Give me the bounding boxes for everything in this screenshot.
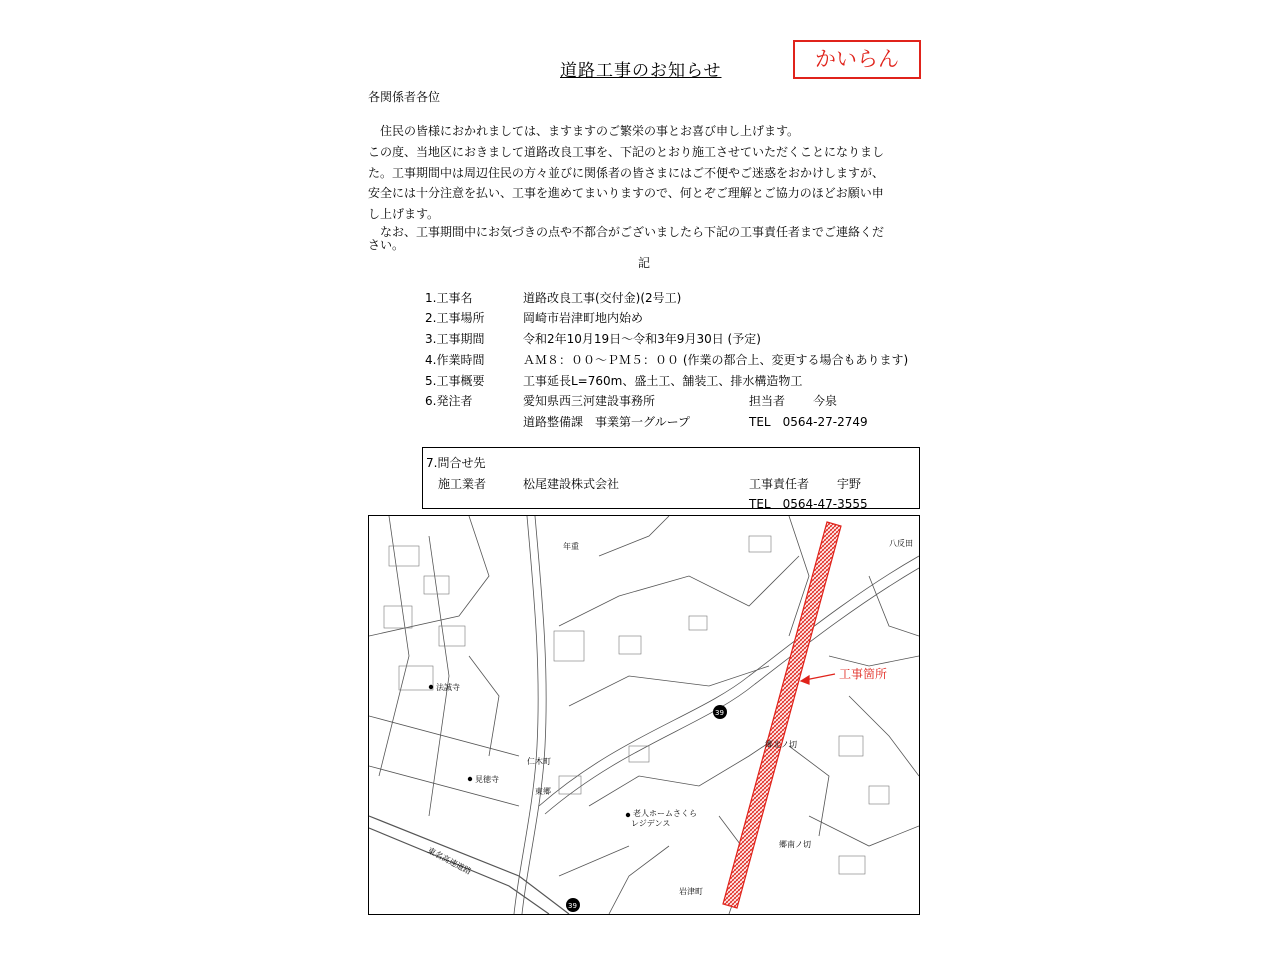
detail-value: 令和2年10月19日～令和3年9月30日 (予定)	[523, 332, 761, 346]
salutation: 各関係者各位	[368, 90, 441, 104]
detail-value: ＡＭ８：００～ＰＭ５：００ (作業の都合上、変更する場合もあります)	[523, 353, 909, 367]
body-line: 住民の皆様におかれましては、ますますのご繁栄の事とお喜び申し上げます。	[368, 124, 800, 138]
map-graphic	[369, 516, 919, 914]
place-iwazu: 岩津町	[679, 887, 703, 896]
construction-site	[723, 522, 841, 908]
page-title: 道路工事のお知らせ	[560, 61, 722, 81]
notice-body	[368, 121, 884, 251]
detail-label: 6.発注者	[425, 394, 473, 408]
place-togo: 東郷	[535, 787, 551, 796]
place-expressway: 東名高速道路	[426, 845, 473, 877]
place-niki: 仁木町	[527, 757, 551, 766]
place-hojoji: 法誠寺	[436, 683, 460, 692]
body-line: なお、工事期間中にお気づきの点や不都合がございましたら下記の工事責任者までご連絡くだ	[368, 224, 885, 239]
detail-label: 4.作業時間	[425, 353, 485, 367]
ki-mark: 記	[638, 256, 651, 270]
site-map	[368, 515, 920, 915]
body-line: 安全には十分注意を払い、工事を進めてまいりますので、何とぞご理解とご協力のほどお願い申	[368, 186, 884, 201]
circulation-stamp: かいらん	[793, 40, 921, 79]
place-gohokunokiri: 郷北ノ切	[765, 740, 797, 749]
place-hattanda: 八反田	[889, 539, 913, 548]
detail-value: 道路改良工事(交付金)(2号工)	[523, 291, 682, 305]
contact-tel: TEL 0564-47-3555	[749, 497, 868, 511]
person-name: 今泉	[813, 394, 838, 408]
place-kentokuji: 見徳寺	[475, 775, 499, 784]
person-label: 担当者	[749, 394, 786, 408]
route-marker-39a	[713, 705, 727, 719]
place-rojin2: レジデンス	[631, 819, 671, 828]
detail-value: 岡崎市岩津町地内始め	[523, 311, 644, 325]
site-label: 工事箇所	[839, 667, 888, 681]
orderer-tel: TEL 0564-27-2749	[749, 415, 868, 429]
temple-dot	[468, 777, 472, 781]
place-rojin1: 老人ホームさくら	[633, 809, 697, 818]
contact-heading: 7.問合せ先	[426, 456, 486, 470]
contractor-label: 施工業者	[438, 477, 487, 491]
manager-label: 工事責任者	[749, 477, 810, 491]
place-labels	[426, 538, 913, 896]
map-roads	[369, 516, 919, 914]
contractor-name: 松尾建設株式会社	[523, 477, 620, 491]
facility-dot	[626, 813, 630, 817]
route-marker-39b	[566, 898, 580, 912]
body-line: この度、当地区におきまして道路改良工事を、下記のとおり施工させていただくことになりまし	[368, 144, 885, 159]
body-line: た。工事期間中は周辺住民の方々並びに関係者の皆さまにはご不便やご迷惑をおかけしますが、	[368, 165, 885, 180]
body-line: し上げます。	[368, 207, 440, 222]
site-arrow	[801, 674, 835, 684]
orderer-dept: 道路整備課 事業第一グループ	[523, 415, 691, 429]
temple-dot	[429, 685, 433, 689]
route-number: 39	[715, 709, 724, 717]
place-nenju: 年重	[563, 542, 579, 551]
body-line: さい。	[368, 237, 405, 252]
detail-label: 5.工事概要	[425, 374, 485, 388]
detail-value: 工事延長L=760m、盛土工、舗装工、排水構造物工	[523, 374, 803, 388]
route-number: 39	[568, 902, 577, 910]
place-gonannokiri: 郷南ノ切	[779, 840, 811, 849]
detail-value: 愛知県西三河建設事務所	[523, 394, 656, 408]
detail-label: 1.工事名	[425, 291, 473, 305]
detail-label: 3.工事期間	[425, 332, 485, 346]
manager-name: 宇野	[837, 477, 862, 491]
detail-label: 2.工事場所	[425, 311, 485, 325]
